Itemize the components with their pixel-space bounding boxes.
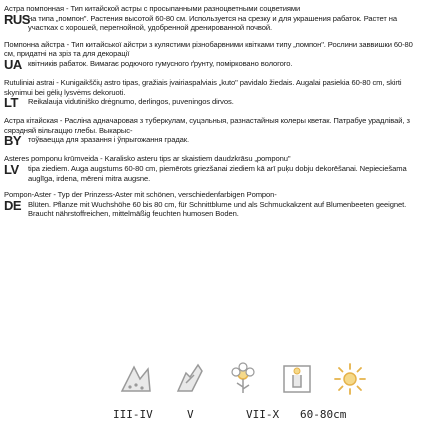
lt-body: Reikalauja vidutiniško drėgnumo, derlingos, puveningos dirvos. (28, 97, 234, 107)
lv-head: Asteres pomponu krūmveida - Karalisko asteru tips ar skaistiem daudzkrāsu „pomponu" (4, 154, 291, 164)
cut-flower-vase-icon (279, 361, 315, 397)
sun-icon (332, 361, 368, 397)
planting-hand-icon (172, 361, 208, 397)
by-head: Астра кітайская - Расліна адначаровая з туберкулам, суцэльныя, разнастайныя колеры кветак. Патрабуе урадлівай, з сярэдняй вільгаццю глебы. Выкарыс- (4, 116, 410, 135)
cultivation-timeline (0, 408, 422, 424)
lv-body: tipa ziediem. Auga augstums 60-80 cm, piemērots griezšanai ziediem kā arī puķu dobju dekorēšanai. Nepieciešama auglīga, irdena, mēreni mitra augsne. (28, 163, 407, 183)
de-body: Blüten. Pflanze mit Wuchshöhe 60 bis 80 cm, für Schnittblume und als Schmuckakzent auf Blumenbeeten geeignet. Braucht nährstoffreichen, mittelmäßig feuchten humosen Boden. (28, 199, 407, 219)
ru-body: на типа „помпон". Растения высотой 60-80 см. Используется на срезку и для украшения рабаток. Растет на участках с хорошей, перегнойной, удобренной дренированной почвой. (28, 13, 398, 33)
sowing-seed-icon (118, 361, 154, 397)
de-head: Pompon-Aster - Typ der Prinzess-Aster mit schönen, verschiedenfarbigen Pompon- (4, 190, 277, 200)
de-code: DE (4, 197, 22, 213)
plant-height: 60-80cm (300, 408, 347, 421)
cultivation-icons (118, 360, 368, 398)
lang-block-lv (4, 154, 418, 183)
ua-code: UA (4, 56, 22, 72)
lang-block-ua (4, 40, 418, 71)
flower-bloom-icon (225, 361, 261, 397)
lang-block-ru (4, 4, 418, 33)
ru-head: Астра помпонная - Тип китайской астры с просыпанными разнoцветными соцветиями (4, 4, 301, 13)
sowing-months: III-IV (113, 408, 153, 421)
lang-block-lt (4, 78, 418, 109)
ua-head: Помпонна айстра - Тип китайської айстри з кулястими різнобарвними квітками типу „помпон". Рослини заввишки 60-80 см, придатні на зріз та для декорації (4, 39, 413, 59)
blooming-months: VII-X (246, 408, 280, 421)
lang-block-de (4, 190, 418, 219)
ru-code: RUS (4, 11, 30, 27)
by-code: BY (4, 133, 22, 149)
by-body: тоўваецца для зразання і ўпрыгожання градак. (28, 135, 190, 145)
lang-block-by (4, 116, 418, 147)
description-blocks (4, 4, 418, 226)
lt-code: LT (4, 95, 18, 111)
planting-months: V (187, 408, 194, 421)
lt-head: Rutuliniai astrai - Kunigaikščių astro tipas, gražiais įvairiaspalviais „kuto" pavidalo žiedais. Augalai pasiekia 60-80 cm, skirti skynimui bei gėlių lysvėms dekoruoti. (4, 77, 402, 97)
lv-code: LV (4, 161, 19, 177)
ua-body: квітників рабаток. Вимагає родючого гумусного ґрунту, помірковано вологого. (28, 58, 293, 68)
